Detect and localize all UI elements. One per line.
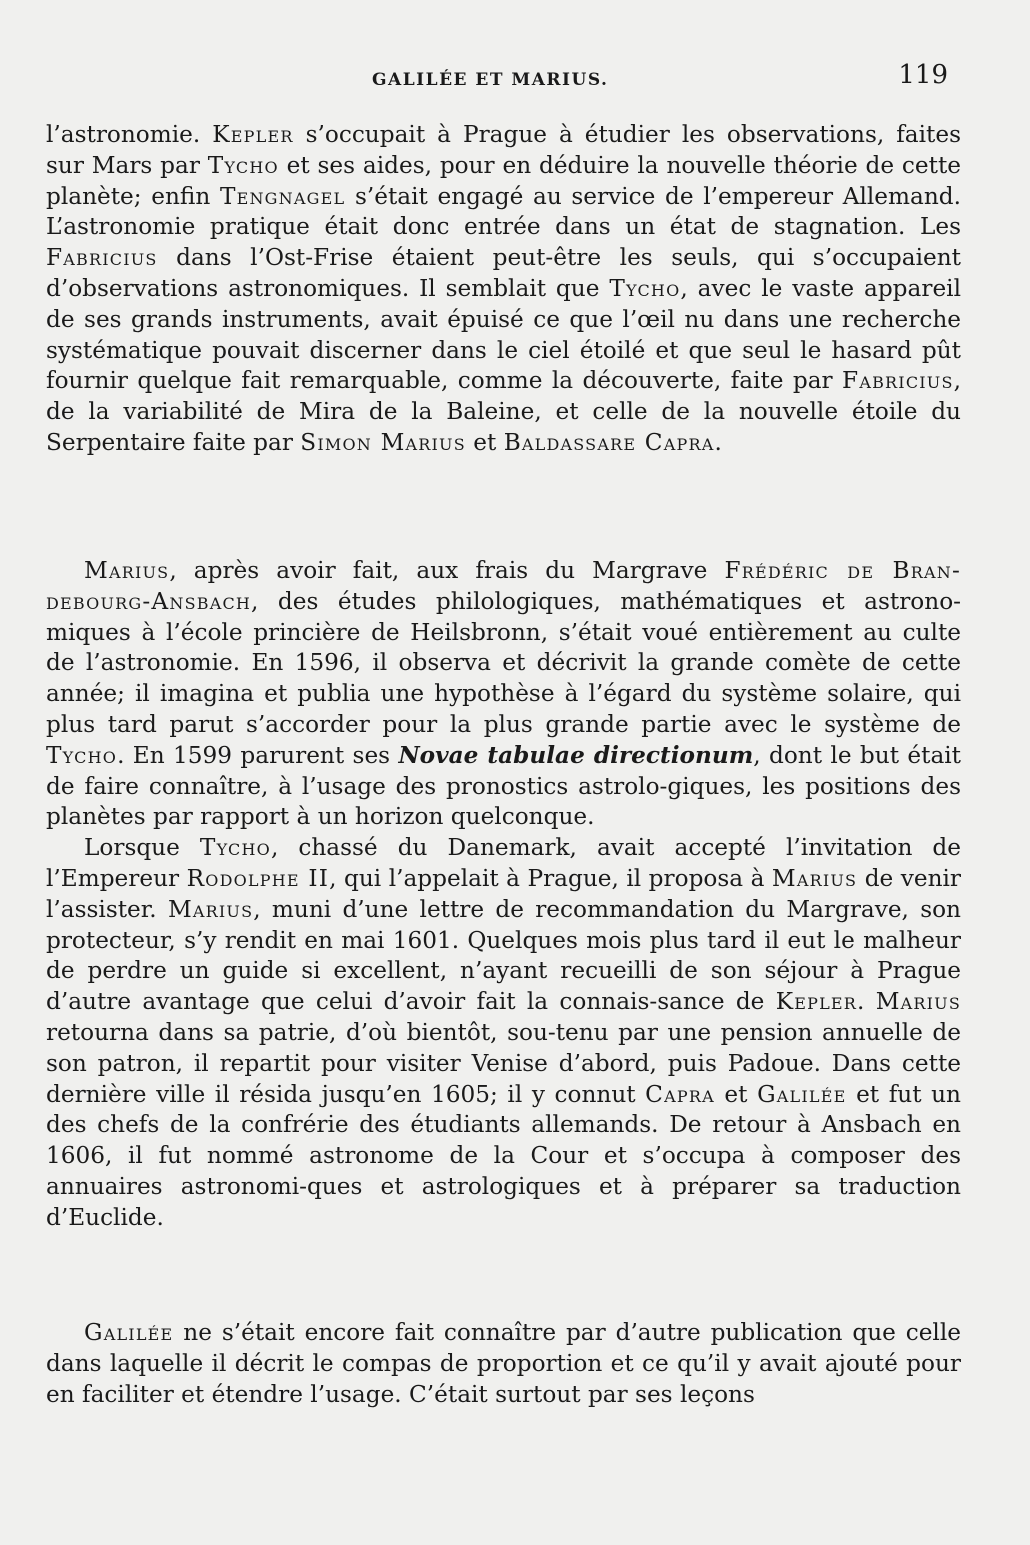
name-rodolphe: Rodolphe II [186, 864, 330, 892]
text-run: , chassé du Danemark, avait accepté l’invitation de l’Empereur [46, 834, 961, 892]
text-run: , avec le vaste appareil de ses grands instruments, avait épuisé ce que l’œil nu dans une recherche systématique pouvait discerner dans le ciel étoilé et que seul le hasard pût fournir quelque fait remarquable, comme la découverte, faite par [46, 274, 961, 395]
text-run: , de la variabilité de Mira de la Baleine, et celle de la nouvelle étoile du Serpentaire faite par [46, 367, 961, 456]
text-run: dans l’Ost-Frise étaient peut-être les seuls, qui s’occupaient d’observations astronomiques. Il semblait que [46, 244, 961, 302]
name-kepler: Kepler [775, 988, 858, 1016]
name-tycho: Tycho [46, 741, 118, 769]
text-run: de venir l’assister. [46, 864, 962, 923]
paragraph-3 [46, 1318, 961, 1410]
text-run: , muni d’une lettre de recommandation du Margrave, son protecteur, s’y rendit en mai 1601. Quelques mois plus tard il eut le malheur de perdre un guide si excellent, n’ayant recueilli de son séjour à Prague d’autre avantage que celui d’avoir fait la connais-sance de [46, 895, 961, 1016]
name-galilee: Galilée [84, 1319, 174, 1346]
name-baldassare-capra: Baldassare Capra [503, 428, 715, 456]
text-run: . [857, 988, 876, 1016]
text-run: , des études philologiques, mathématiques et astrono-miques à l’école princière de Heilsbronn, s’était voué entièrement au culte de l’astronomie. En 1596, il observa et décrivit la grande comète de cette année; il imagina et publia une hypothèse à l’égard du système solaire, qui plus tard parut s’accorder pour la plus grande partie avec le système de [46, 587, 961, 738]
text-run: et [465, 428, 504, 456]
paragraph-2b-text [46, 833, 961, 1233]
text-run: retourna dans sa patrie, d’où bientôt, sou-tenu par une pension annuelle de son patron, il repartit pour visiter Venise d’abord, puis Padoue. Dans cette dernière ville il résida jusqu’en 1605; il y connut [46, 1018, 961, 1108]
text-run: ne s’était encore fait connaître par d’autre publication que celle dans laquelle il décrit le compas de proportion et ce qu’il y avait ajouté pour en faciliter et étendre l’usage. C’était surtout par ses leçons [46, 1319, 961, 1408]
text-run: . En 1599 parurent ses [117, 741, 399, 769]
running-title: GALILÉE ET MARIUS. [372, 70, 609, 90]
name-marius: Marius [875, 988, 961, 1016]
text-run: , qui l’appelait à Prague, il proposa à [329, 864, 772, 892]
text-run: s’occupait à Prague à étudier les observations, faites sur Mars par [46, 121, 961, 179]
paragraph-1-text [46, 120, 961, 459]
name-fabricius: Fabricius [842, 367, 954, 395]
page-header [0, 58, 1030, 98]
name-tycho: Tycho [207, 151, 279, 179]
name-tycho: Tycho [609, 274, 681, 302]
text-run: et fut un des chefs de la confrérie des étudiants allemands. De retour à Ansbach en 1606, il fut nommé astronome de la Cour et s’occupa à composer des annuaires astronomi-ques et astrologiques et à préparer sa traduction d’Euclide. [46, 1080, 961, 1231]
paragraph-1 [46, 120, 961, 459]
name-galilee: Galilée [757, 1080, 847, 1108]
paragraph-2 [46, 556, 961, 1234]
text-run: , après avoir fait, aux frais du Margrave [169, 557, 725, 584]
name-frederic: Frédéric de Bran-debourg-Ansbach [46, 557, 962, 615]
name-marius: Marius [771, 864, 858, 892]
text-run: et ses aides, pour en déduire la nouvelle théorie de cette planète; enfin [46, 151, 961, 210]
text-run: Lorsque [84, 834, 200, 862]
text-run: , dont le but était de faire connaître, à l’usage des pronostics astrolo-giques, les positions des planètes par rapport à un horizon quelconque. [46, 741, 962, 831]
text-run: et [714, 1080, 758, 1108]
name-marius: Marius [167, 895, 254, 923]
name-kepler: Kepler [212, 121, 294, 148]
name-marius: Marius [84, 557, 170, 584]
name-capra: Capra [645, 1080, 715, 1108]
text-run: . [714, 428, 722, 456]
paragraph-2-text [46, 556, 961, 833]
page-number: 119 [898, 60, 948, 90]
text-run: l’astronomie. [46, 121, 213, 148]
name-tycho: Tycho [199, 834, 271, 862]
book-title-novae-tabulae: Novae tabulae directionum [398, 741, 754, 769]
name-tengnagel: Tengnagel [219, 182, 346, 210]
name-simon-marius: Simon Marius [300, 428, 466, 456]
paragraph-3-text [46, 1318, 961, 1410]
name-fabricius: Fabricius [46, 244, 158, 272]
text-run: s’était engagé au service de l’empereur Allemand. L’astronomie pratique était donc entrée dans un état de stagnation. Les [46, 182, 961, 241]
